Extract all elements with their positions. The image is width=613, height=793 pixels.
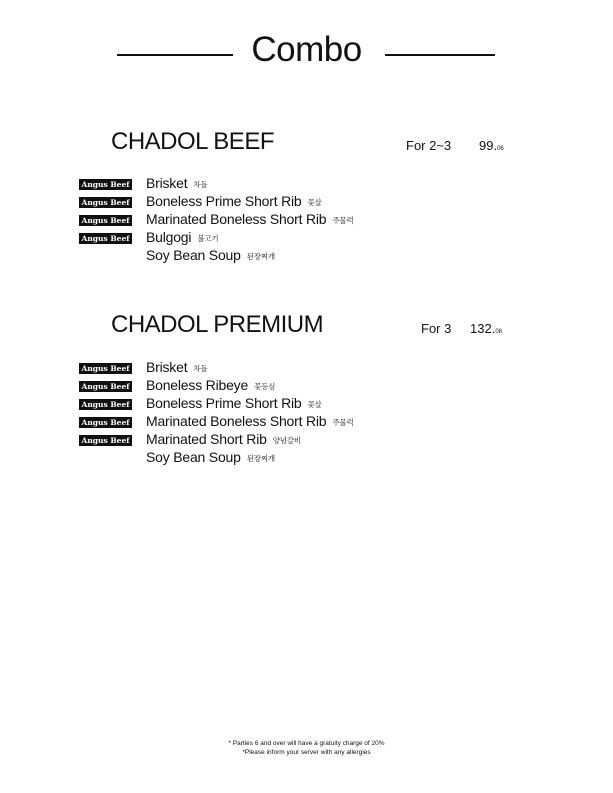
menu-item	[0, 449, 613, 467]
price	[470, 321, 502, 336]
menu-item	[0, 413, 613, 431]
price	[479, 138, 504, 153]
item-name: Soy Bean Soup 된장찌개	[146, 247, 275, 263]
item-korean-name: 주물럭	[332, 216, 354, 225]
angus-beef-badge: Angus Beef	[79, 233, 132, 244]
page-title: Combo	[251, 30, 362, 69]
menu-item	[0, 211, 613, 229]
menu-item	[0, 377, 613, 395]
item-name: Brisket 차돌	[146, 175, 208, 191]
angus-beef-badge: Angus Beef	[79, 363, 132, 374]
item-name: Bulgogi 불고기	[146, 229, 219, 245]
section-title: CHADOL PREMIUM	[111, 311, 324, 338]
serves-label: For 2~3	[406, 138, 452, 153]
item-name: Soy Bean Soup 된장찌개	[146, 449, 275, 465]
item-korean-name: 꽃살	[307, 400, 322, 409]
item-name: Brisket 차돌	[146, 359, 208, 375]
menu-item	[0, 395, 613, 413]
item-korean-name: 차돌	[193, 364, 208, 373]
footer-notes	[0, 739, 613, 757]
angus-beef-badge: Angus Beef	[79, 435, 132, 446]
title-rule-right	[385, 54, 495, 56]
item-korean-name: 된장찌개	[246, 454, 275, 463]
angus-beef-badge: Angus Beef	[79, 399, 132, 410]
menu-item	[0, 359, 613, 377]
item-name: Boneless Prime Short Rib 꽃살	[146, 193, 322, 209]
price-main: 99.	[479, 138, 498, 153]
item-korean-name: 꽃살	[307, 198, 322, 207]
angus-beef-badge: Angus Beef	[79, 179, 132, 190]
menu-item	[0, 431, 613, 449]
item-korean-name: 주물럭	[332, 418, 354, 427]
item-name: Boneless Ribeye 꽃등심	[146, 377, 276, 393]
menu-item	[0, 247, 613, 265]
angus-beef-badge: Angus Beef	[79, 215, 132, 226]
menu-item	[0, 175, 613, 193]
menu-item	[0, 193, 613, 211]
item-name: Marinated Short Rib 양념갈비	[146, 431, 301, 447]
angus-beef-badge: Angus Beef	[79, 197, 132, 208]
item-korean-name: 불고기	[197, 234, 219, 243]
item-korean-name: 된장찌개	[246, 252, 275, 261]
serves-label: For 3	[421, 321, 452, 336]
item-korean-name: 차돌	[193, 180, 208, 189]
item-name: Boneless Prime Short Rib 꽃살	[146, 395, 322, 411]
gratuity-note: * Parties 6 and over will have a gratuity charge of 20%	[228, 740, 385, 747]
price-main: 132.	[470, 321, 496, 336]
price-cents: 08	[495, 329, 502, 335]
price-cents: 06	[497, 146, 504, 152]
item-name: Marinated Boneless Short Rib 주물럭	[146, 413, 354, 429]
menu-item	[0, 229, 613, 247]
item-korean-name: 양념갈비	[272, 436, 301, 445]
angus-beef-badge: Angus Beef	[79, 381, 132, 392]
angus-beef-badge: Angus Beef	[79, 417, 132, 428]
item-name: Marinated Boneless Short Rib 주물럭	[146, 211, 354, 227]
allergy-note: *Please inform your server with any allergies	[242, 749, 371, 756]
section-title: CHADOL BEEF	[111, 128, 274, 155]
item-korean-name: 꽃등심	[254, 382, 276, 391]
